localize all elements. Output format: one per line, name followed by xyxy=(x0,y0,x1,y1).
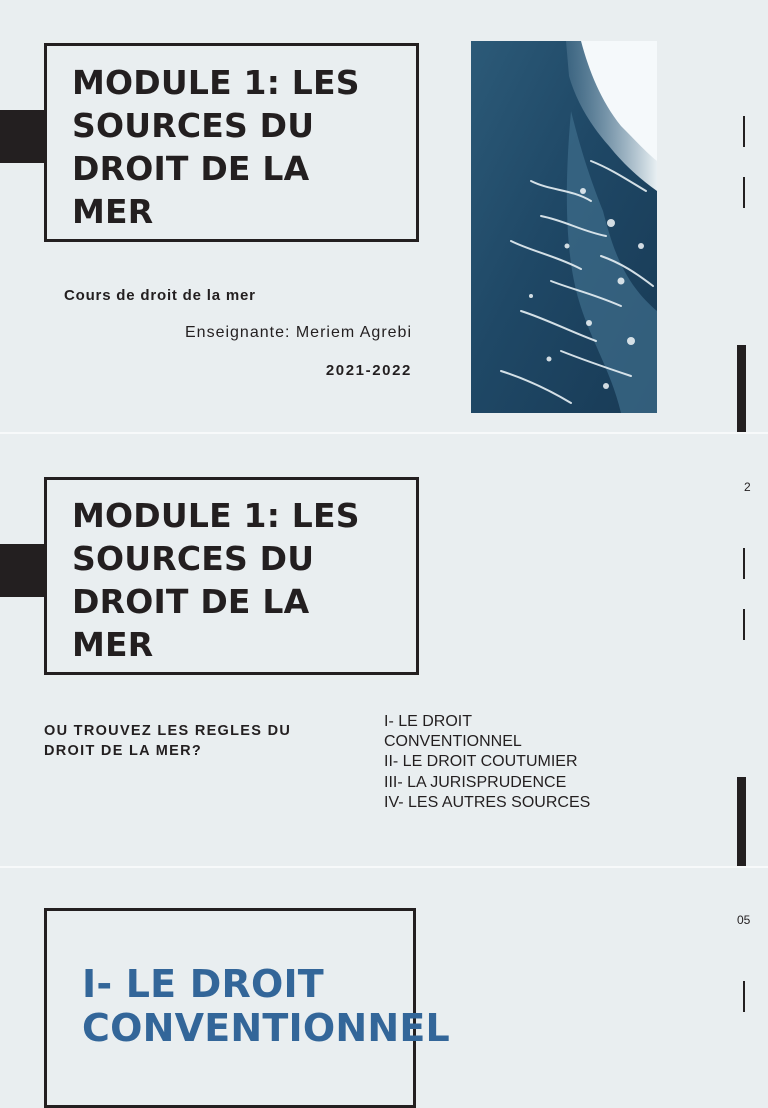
slide-3 xyxy=(0,868,768,1050)
title-line: MER xyxy=(72,192,154,231)
question-heading xyxy=(44,721,344,761)
decorative-line xyxy=(743,609,745,640)
title-line: DROIT DE LA xyxy=(72,582,310,621)
title-line: SOURCES DU xyxy=(72,539,315,578)
sources-list xyxy=(384,712,599,813)
course-subtitle: Cours de droit de la mer xyxy=(64,287,256,304)
section-title xyxy=(82,962,450,1050)
slide-2 xyxy=(0,434,768,866)
title-line: SOURCES DU xyxy=(72,106,315,145)
title-line: MER xyxy=(72,625,154,664)
title-line: CONVENTIONNEL xyxy=(82,1006,450,1050)
title-line: DROIT DE LA xyxy=(72,149,310,188)
academic-year: 2021-2022 xyxy=(325,362,412,379)
slide-1 xyxy=(0,0,768,432)
slide-title xyxy=(72,61,360,233)
list-item: II- LE DROIT COUTUMIER xyxy=(384,753,578,771)
ocean-wave-image xyxy=(471,41,657,413)
title-line: MODULE 1: LES xyxy=(72,63,360,102)
list-item: I- LE DROIT xyxy=(384,713,473,730)
decorative-line xyxy=(743,548,745,579)
decorative-line xyxy=(743,116,745,147)
decorative-bar xyxy=(737,777,746,866)
page-number: 05 xyxy=(737,913,751,927)
slide-title xyxy=(72,494,360,666)
page-number: 2 xyxy=(744,480,751,494)
left-accent-tab xyxy=(0,110,45,163)
list-item: IV- LES AUTRES SOURCES xyxy=(384,793,591,811)
decorative-line xyxy=(743,981,745,1012)
teacher-name: Enseignante: Meriem Agrebi xyxy=(185,324,412,341)
decorative-line xyxy=(743,177,745,208)
question-line: DROIT DE LA MER? xyxy=(44,743,203,759)
title-line: MODULE 1: LES xyxy=(72,496,360,535)
left-accent-tab xyxy=(0,544,45,597)
list-item: III- LA JURISPRUDENCE xyxy=(384,773,567,791)
question-line: OU TROUVEZ LES REGLES DU xyxy=(44,723,292,739)
title-line: I- LE DROIT xyxy=(82,962,324,1006)
decorative-bar xyxy=(737,345,746,432)
list-item: CONVENTIONNEL xyxy=(384,733,522,751)
